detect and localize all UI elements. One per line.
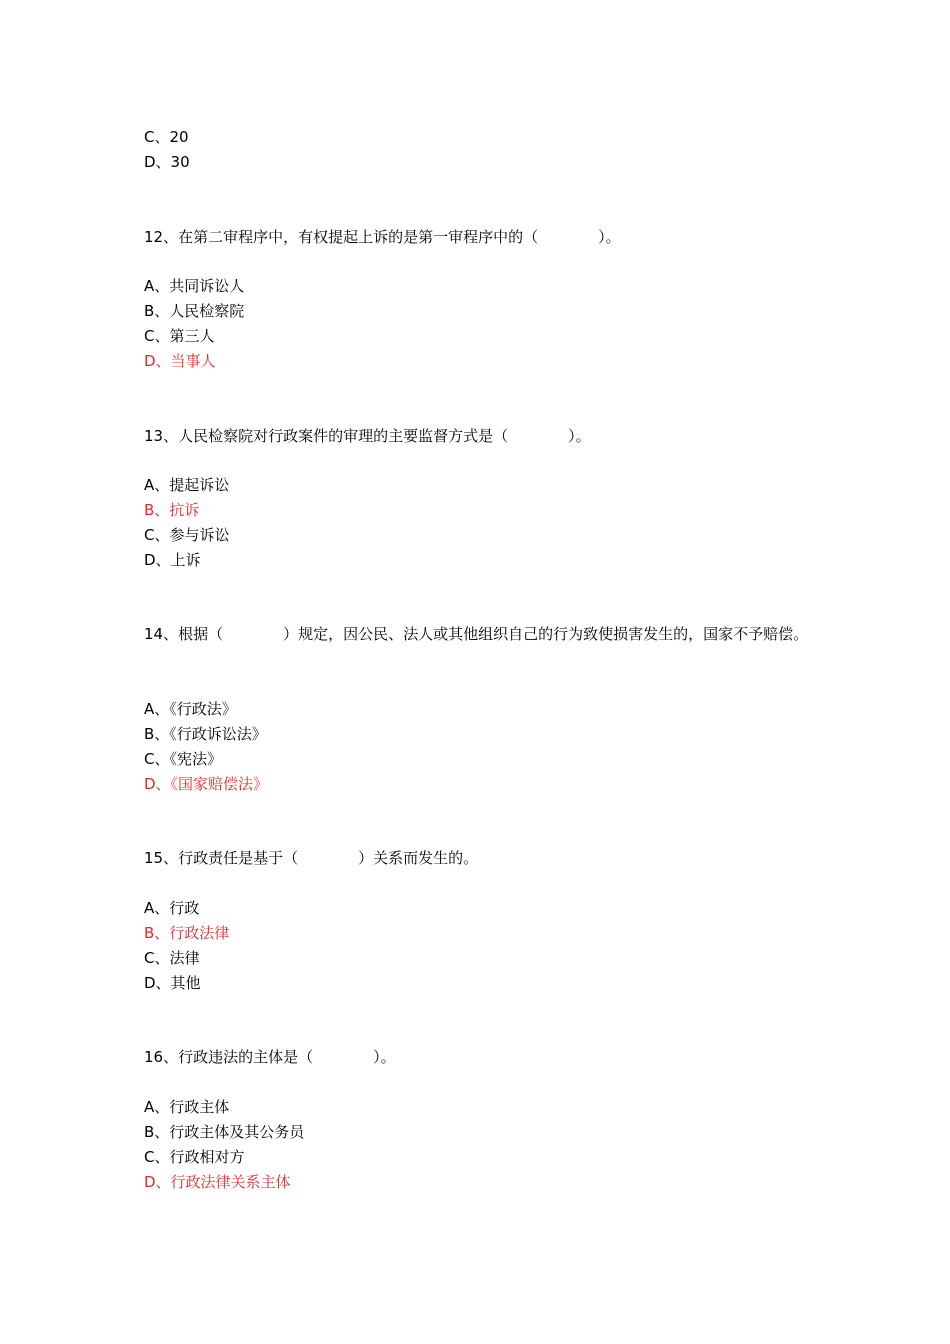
- question-15-stem: 15、行政责任是基于（ ）关系而发生的。: [144, 849, 479, 867]
- option-c-q16: C、行政相对方: [144, 1148, 245, 1166]
- option-c-q13: C、参与诉讼: [144, 526, 230, 544]
- option-a-q14: A、《行政法》: [144, 700, 237, 718]
- option-a-q12: A、共同诉讼人: [144, 277, 245, 295]
- option-a-q15: A、行政: [144, 899, 200, 917]
- option-a-q16: A、行政主体: [144, 1098, 230, 1116]
- question-12-stem: 12、在第二审程序中，有权提起上诉的是第一审程序中的（ ）。: [144, 228, 621, 246]
- option-b-q14: B、《行政诉讼法》: [144, 725, 267, 743]
- option-b-q15-correct: B、行政法律: [144, 924, 230, 942]
- option-c-q11: C、20: [144, 128, 189, 146]
- option-c-q14: C、《宪法》: [144, 750, 222, 768]
- option-d-q11: D、30: [144, 153, 190, 171]
- question-13-stem: 13、人民检察院对行政案件的审理的主要监督方式是（ ）。: [144, 427, 591, 445]
- option-b-q12: B、人民检察院: [144, 302, 245, 320]
- option-d-q14-correct: D、《国家赔偿法》: [144, 775, 269, 793]
- option-c-q15: C、法律: [144, 949, 200, 967]
- question-16-stem: 16、行政违法的主体是（ ）。: [144, 1048, 396, 1066]
- option-d-q15: D、其他: [144, 974, 201, 992]
- option-c-q12: C、第三人: [144, 327, 215, 345]
- question-14-stem: 14、根据（ ）规定，因公民、法人或其他组织自己的行为致使损害发生的，国家不予赔偿。: [144, 625, 809, 643]
- option-d-q13: D、上诉: [144, 551, 201, 569]
- option-d-q16-correct: D、行政法律关系主体: [144, 1173, 291, 1191]
- option-b-q13-correct: B、抗诉: [144, 501, 200, 519]
- option-b-q16: B、行政主体及其公务员: [144, 1123, 305, 1141]
- option-d-q12-correct: D、当事人: [144, 352, 216, 370]
- option-a-q13: A、提起诉讼: [144, 476, 230, 494]
